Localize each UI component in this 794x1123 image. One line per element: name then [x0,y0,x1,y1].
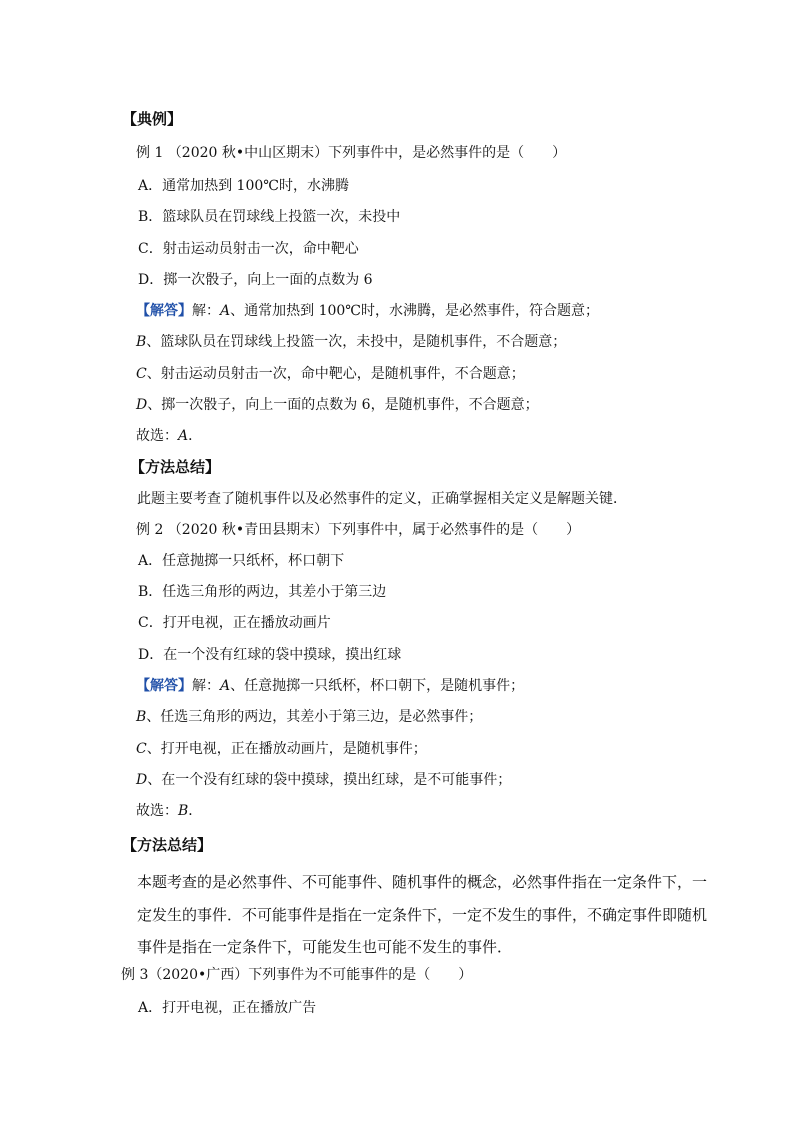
answer-letter: C [136,366,147,382]
answer-letter: B [136,334,147,350]
answer-text: 、打开电视，正在播放动画片，是随机事件； [146,741,427,757]
example2-option-b: B．任选三角形的两边，其差小于第三边 [138,584,387,600]
example2-answer-line-a [136,677,524,695]
example2-option-a: A．任意抛掷一只纸杯，杯口朝下 [138,553,345,569]
answer-letter: B [136,709,147,725]
answer-text: 、篮球队员在罚球线上投篮一次，未投中，是随机事件，不合题意； [146,334,567,350]
example2-option-c: C．打开电视，正在播放动画片 [138,615,331,631]
example3-option-a: A．打开电视，正在播放广告 [138,1000,317,1016]
summary2-line3: 事件是指在一定条件下，可能发生也可能不发生的事件． [137,938,513,956]
example1-option-d: D．掷一次骰子，向上一面的点数为 6 [138,272,373,288]
choose-suffix: ． [188,428,203,444]
answer-text: 、射击运动员射击一次，命中靶心，是随机事件，不合题意； [146,366,525,382]
answer-prefix: 解： [192,678,220,694]
answer-text: 、在一个没有红球的袋中摸球，摸出红球，是不可能事件； [147,772,512,788]
example1-answer-line-c [136,365,525,383]
choose-letter: B [178,803,189,819]
summary2-line1: 本题考查的是必然事件、不可能事件、随机事件的概念，必然事件指在一定条件下，一 [137,873,708,891]
answer-label: 【解答】 [136,678,192,694]
answer-label: 【解答】 [136,303,192,319]
example2-question: 例 2 （2020 秋•青田县期末）下列事件中，属于必然事件的是（ ） [136,522,581,538]
choose-prefix: 故选： [136,803,178,819]
answer-letter: C [136,741,147,757]
example2-answer-line-d [136,771,511,789]
choose-suffix: ． [188,803,203,819]
answer-text: 、任意抛掷一只纸杯，杯口朝下，是随机事件； [230,678,525,694]
example3-question: 例 3（2020•广西）下列事件为不可能事件的是（ ） [121,967,473,983]
example1-question: 例 1 （2020 秋•中山区期末）下列事件中，是必然事件的是（ ） [136,145,567,161]
summary2-heading: 【方法总结】 [122,836,213,854]
answer-text: 、通常加热到 100℃时，水沸腾，是必然事件，符合题意； [230,303,599,319]
example1-choose [136,427,202,445]
example2-choose [136,802,202,820]
answer-text: 、任选三角形的两边，其差小于第三边，是必然事件； [146,709,483,725]
example1-answer-line-a [136,302,599,320]
answer-letter: A [220,678,231,694]
choose-letter: A [178,428,189,444]
answer-prefix: 解： [192,303,220,319]
example1-summary-text: 此题主要考查了随机事件以及必然事件的定义，正确掌握相关定义是解题关键． [137,491,627,507]
answer-letter: D [136,772,148,788]
answer-letter: A [220,303,231,319]
example1-option-a: A．通常加热到 100℃时，水沸腾 [138,178,349,194]
example1-answer-line-b [136,333,566,351]
summary2-line2: 定发生的事件．不可能事件是指在一定条件下，一定不发生的事件，不确定事件即随机 [137,906,708,924]
example1-summary-heading: 【方法总结】 [130,458,221,476]
choose-prefix: 故选： [136,428,178,444]
example2-answer-line-b [136,708,482,726]
example2-answer-line-c [136,740,427,758]
answer-letter: D [136,397,148,413]
section-heading-examples: 【典例】 [122,110,183,128]
answer-text: 、掷一次骰子，向上一面的点数为 6，是随机事件，不合题意； [147,397,539,413]
example1-option-b: B．篮球队员在罚球线上投篮一次，未投中 [138,209,401,225]
example2-option-d: D．在一个没有红球的袋中摸球，摸出红球 [138,647,402,663]
example1-answer-line-d [136,396,539,414]
example1-option-c: C．射击运动员射击一次，命中靶心 [138,241,359,257]
